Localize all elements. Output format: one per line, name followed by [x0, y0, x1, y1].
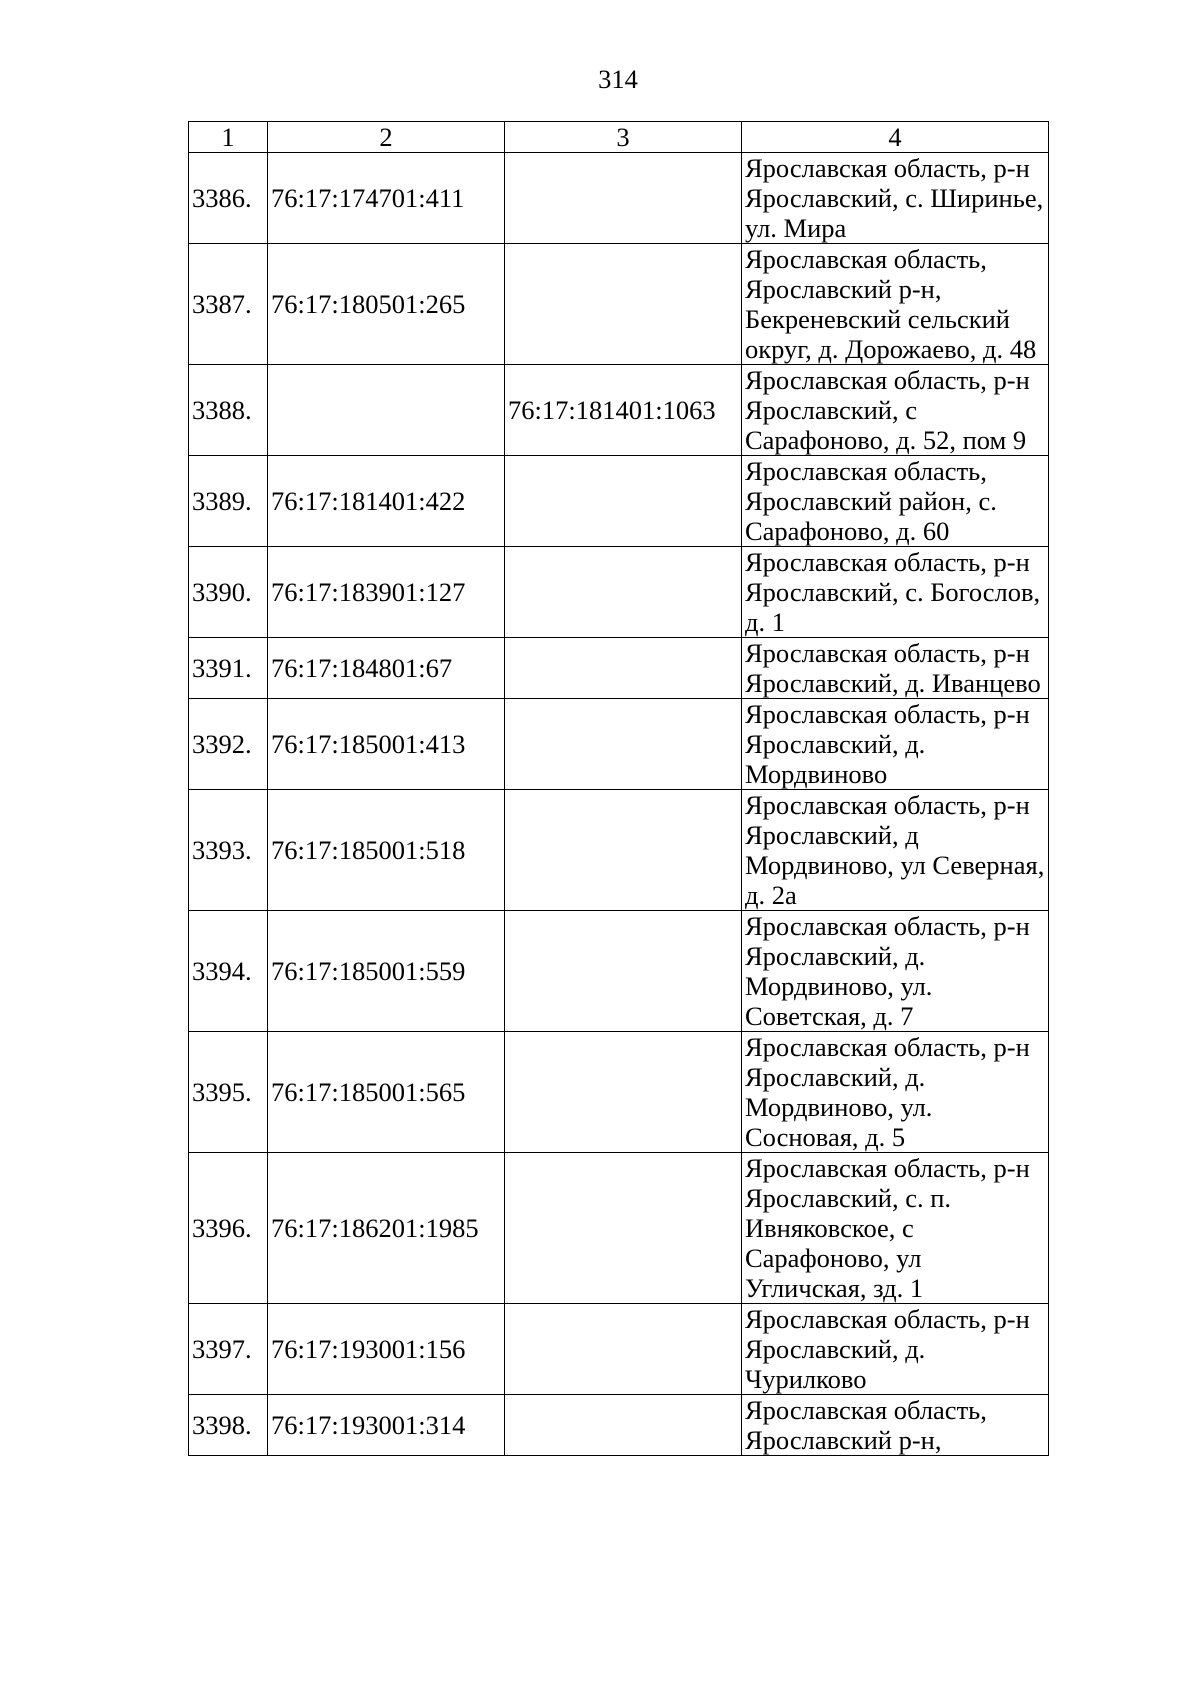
- column-3-cell: [505, 638, 742, 699]
- address-cell: Ярославская область, р-н Ярославский, д Мордвиново, ул Северная, д. 2а: [742, 790, 1049, 911]
- address-cell: Ярославская область, р-н Ярославский, с. Богослов, д. 1: [742, 547, 1049, 638]
- table-row: [189, 547, 1049, 638]
- table-row: [189, 1395, 1049, 1456]
- row-number-cell: 3389.: [189, 456, 268, 547]
- column-2-cell: 76:17:186201:1985: [268, 1153, 505, 1304]
- column-3-cell: [505, 1395, 742, 1456]
- address-cell: Ярославская область, Ярославский р-н, Бекреневский сельский округ, д. Дорожаево, д. 48: [742, 244, 1049, 365]
- table-row: [189, 790, 1049, 911]
- address-cell: Ярославская область, р-н Ярославский, д. Иванцево: [742, 638, 1049, 699]
- row-number-cell: 3388.: [189, 365, 268, 456]
- table-row: [189, 1032, 1049, 1153]
- table-body: [189, 153, 1049, 1456]
- table-row: [189, 153, 1049, 244]
- row-number-cell: 3394.: [189, 911, 268, 1032]
- address-cell: Ярославская область, р-н Ярославский, д. Мордвиново: [742, 699, 1049, 790]
- header-cell-2: 2: [268, 122, 505, 153]
- row-number-cell: 3398.: [189, 1395, 268, 1456]
- column-2-cell: [268, 365, 505, 456]
- column-2-cell: 76:17:184801:67: [268, 638, 505, 699]
- header-cell-4: 4: [742, 122, 1049, 153]
- table-row: [189, 244, 1049, 365]
- address-cell: Ярославская область, Ярославский р-н,: [742, 1395, 1049, 1456]
- data-table: [188, 121, 1049, 1456]
- table-row: [189, 911, 1049, 1032]
- column-3-cell: [505, 1304, 742, 1395]
- column-3-cell: [505, 547, 742, 638]
- row-number-cell: 3393.: [189, 790, 268, 911]
- column-2-cell: 76:17:183901:127: [268, 547, 505, 638]
- address-cell: Ярославская область, Ярославский район, с. Сарафоново, д. 60: [742, 456, 1049, 547]
- column-2-cell: 76:17:174701:411: [268, 153, 505, 244]
- column-2-cell: 76:17:185001:565: [268, 1032, 505, 1153]
- column-3-cell: [505, 1153, 742, 1304]
- row-number-cell: 3397.: [189, 1304, 268, 1395]
- table-row: [189, 699, 1049, 790]
- column-3-cell: 76:17:181401:1063: [505, 365, 742, 456]
- address-cell: Ярославская область, р-н Ярославский, д. Мордвиново, ул. Советская, д. 7: [742, 911, 1049, 1032]
- address-cell: Ярославская область, р-н Ярославский, с. Ширинье, ул. Мира: [742, 153, 1049, 244]
- row-number-cell: 3395.: [189, 1032, 268, 1153]
- column-3-cell: [505, 911, 742, 1032]
- header-row: [189, 122, 1049, 153]
- row-number-cell: 3387.: [189, 244, 268, 365]
- table-row: [189, 638, 1049, 699]
- column-2-cell: 76:17:185001:413: [268, 699, 505, 790]
- column-3-cell: [505, 244, 742, 365]
- column-3-cell: [505, 1032, 742, 1153]
- address-cell: Ярославская область, р-н Ярославский, д. Мордвиново, ул. Сосновая, д. 5: [742, 1032, 1049, 1153]
- row-number-cell: 3392.: [189, 699, 268, 790]
- table-row: [189, 1153, 1049, 1304]
- column-2-cell: 76:17:180501:265: [268, 244, 505, 365]
- column-3-cell: [505, 456, 742, 547]
- column-3-cell: [505, 790, 742, 911]
- page-number: 314: [598, 64, 638, 94]
- row-number-cell: 3391.: [189, 638, 268, 699]
- row-number-cell: 3386.: [189, 153, 268, 244]
- column-2-cell: 76:17:193001:314: [268, 1395, 505, 1456]
- table-row: [189, 365, 1049, 456]
- column-2-cell: 76:17:193001:156: [268, 1304, 505, 1395]
- row-number-cell: 3396.: [189, 1153, 268, 1304]
- header-cell-3: 3: [505, 122, 742, 153]
- column-2-cell: 76:17:181401:422: [268, 456, 505, 547]
- address-cell: Ярославская область, р-н Ярославский, с. п. Ивняковское, с Сарафоново, ул Угличская, зд. 1: [742, 1153, 1049, 1304]
- column-3-cell: [505, 153, 742, 244]
- column-3-cell: [505, 699, 742, 790]
- table-header: [189, 122, 1049, 153]
- table-row: [189, 456, 1049, 547]
- address-cell: Ярославская область, р-н Ярославский, с Сарафоново, д. 52, пом 9: [742, 365, 1049, 456]
- column-2-cell: 76:17:185001:518: [268, 790, 505, 911]
- column-2-cell: 76:17:185001:559: [268, 911, 505, 1032]
- table-row: [189, 1304, 1049, 1395]
- header-cell-1: 1: [189, 122, 268, 153]
- row-number-cell: 3390.: [189, 547, 268, 638]
- address-cell: Ярославская область, р-н Ярославский, д. Чурилково: [742, 1304, 1049, 1395]
